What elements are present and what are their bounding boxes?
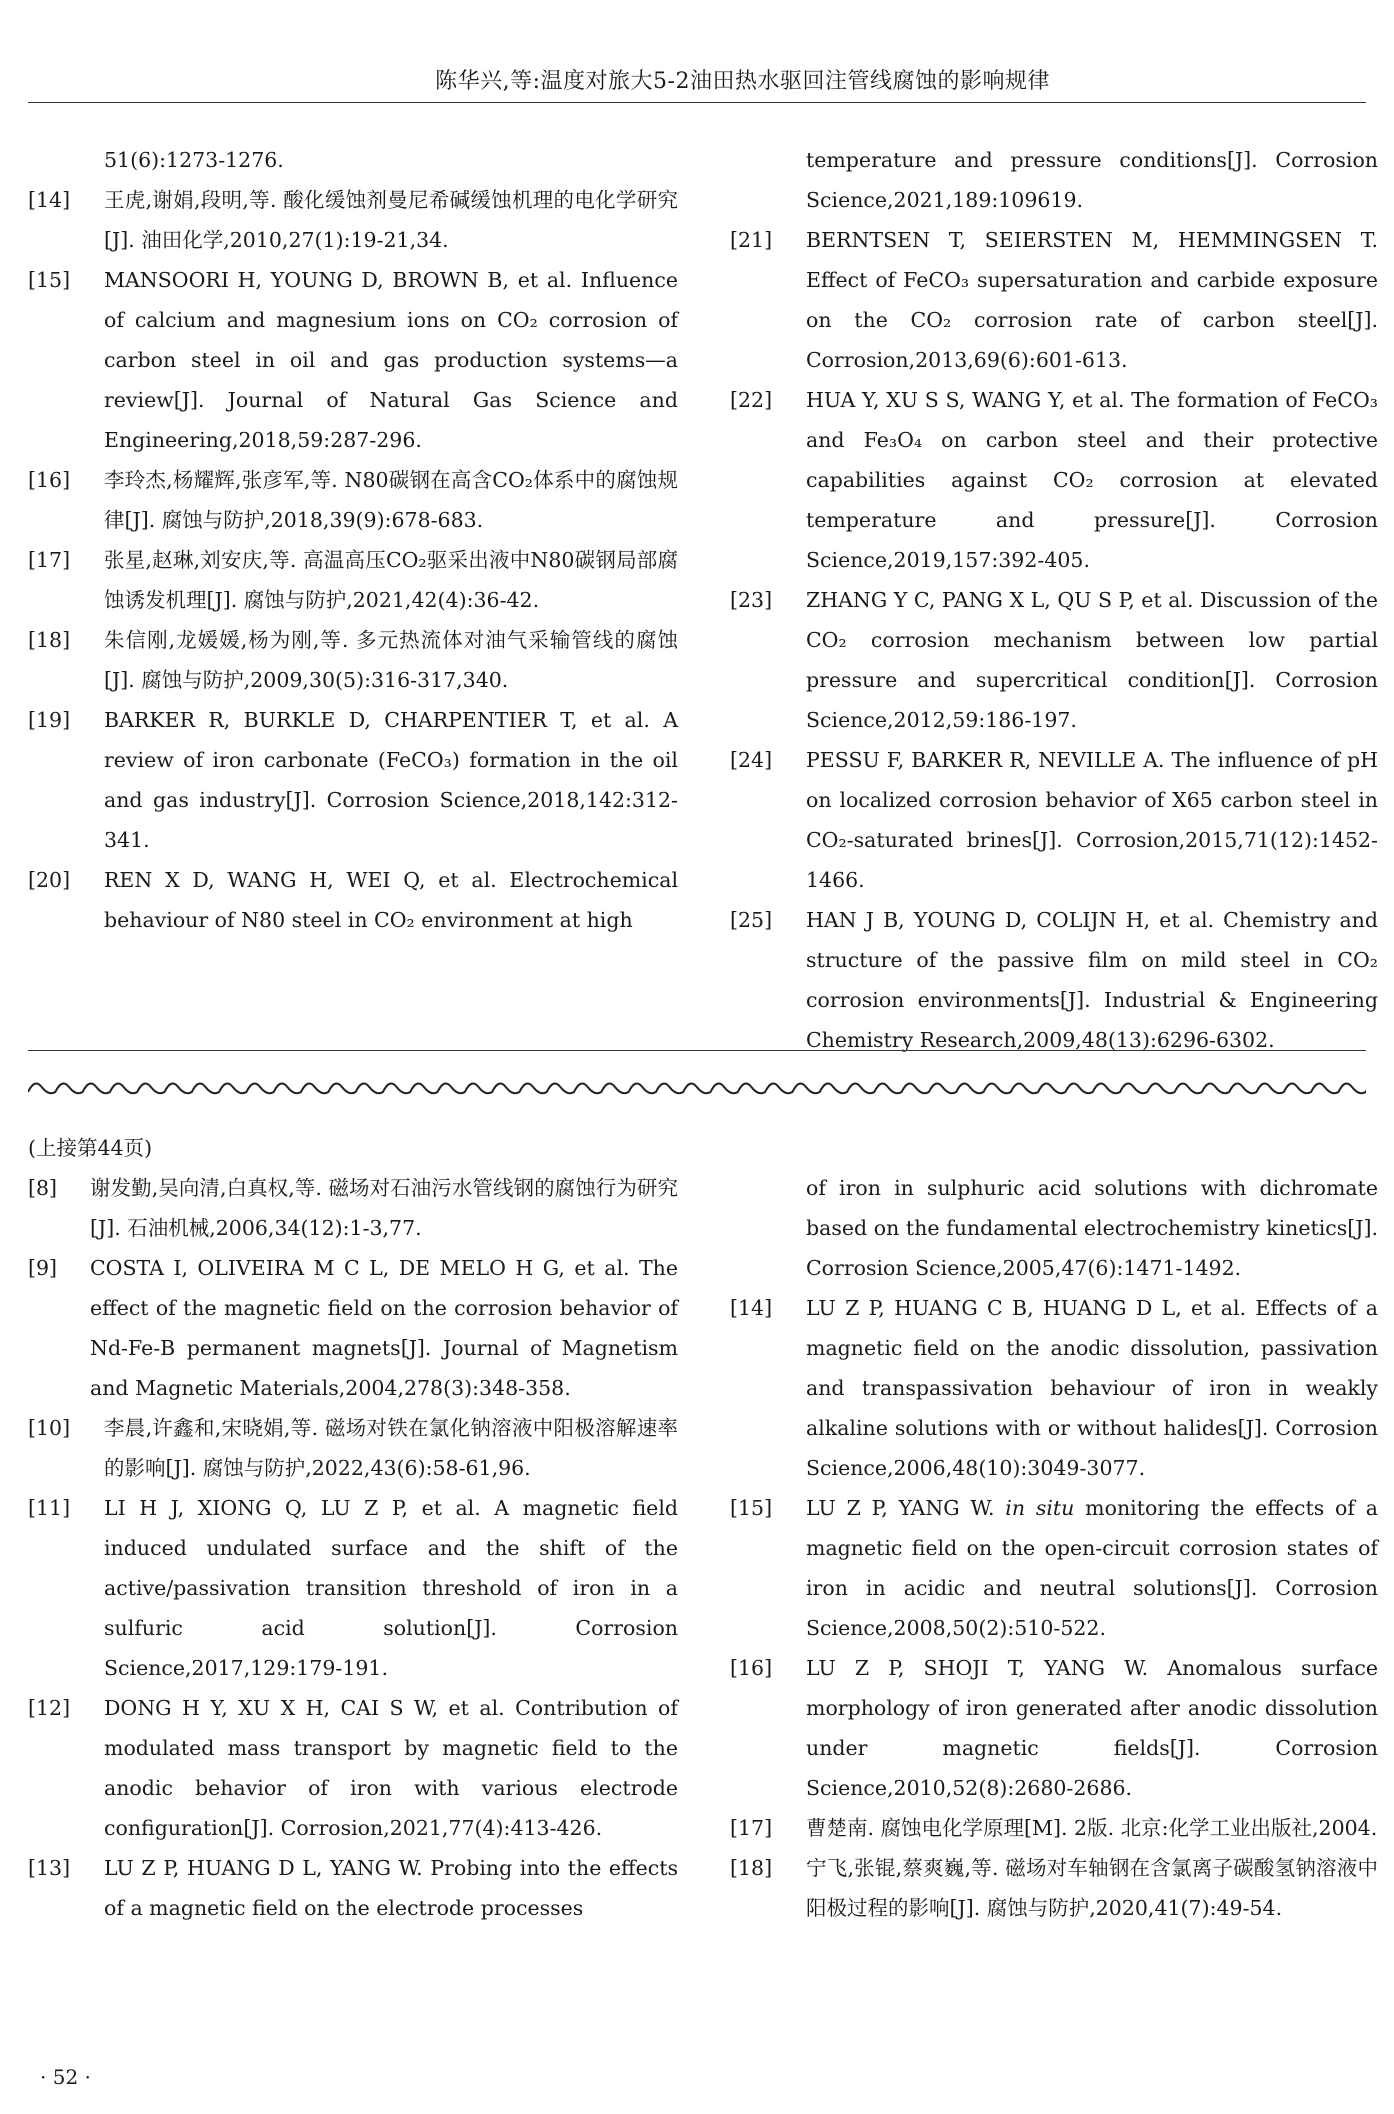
continued-from-note: (上接第44页) [28, 1136, 153, 1160]
reference-text: 李玲杰,杨耀辉,张彦军,等. N80碳钢在高含CO₂体系中的腐蚀规律[J]. 腐蚀与防护,2018,39(9):678-683. [104, 468, 678, 532]
reference-text: LU Z P, SHOJI T, YANG W. Anomalous surface morphology of iron generated after anodic dissolution under magnetic fields[J]. Corrosion Science,2010,52(8):2680-2686. [806, 1656, 1378, 1800]
bottom-right-column [730, 1168, 1378, 1928]
reference-entry [28, 460, 678, 540]
reference-text: HAN J B, YOUNG D, COLIJN H, et al. Chemistry and structure of the passive film on mild steel in CO₂ corrosion environments[J]. Industrial & Engineering Chemistry Research,2009,48(13):6296-6302. [806, 908, 1378, 1052]
top-left-column [28, 140, 678, 940]
reference-number: [24] [730, 748, 773, 772]
reference-entry [28, 700, 678, 860]
reference-entry [28, 1168, 678, 1248]
reference-entry [730, 1488, 1378, 1648]
reference-authors: LU Z P, YANG W. [806, 1496, 1006, 1520]
reference-entry [28, 620, 678, 700]
italic-term: in situ [1005, 1496, 1075, 1520]
reference-entry [730, 1168, 1378, 1288]
section-divider-rule [28, 1050, 1366, 1051]
reference-entry [730, 1288, 1378, 1488]
reference-number: [16] [730, 1656, 773, 1680]
reference-number: [20] [28, 868, 71, 892]
reference-text: COSTA I, OLIVEIRA M C L, DE MELO H G, et al. The effect of the magnetic field on the corrosion behavior of Nd-Fe-B permanent magnets[J]. Journal of Magnetism and Magnetic Materials,2004,278(3):348-358. [90, 1256, 678, 1400]
reference-entry [730, 220, 1378, 380]
reference-number: [18] [730, 1856, 773, 1880]
reference-entry [730, 580, 1378, 740]
reference-number: [17] [730, 1816, 773, 1840]
header-title: 陈华兴,等:温度对旅大5-2油田热水驱回注管线腐蚀的影响规律 [435, 69, 1050, 94]
reference-text [806, 1488, 1378, 1648]
reference-entry [28, 1408, 678, 1488]
reference-entry [28, 1688, 678, 1848]
reference-entry [730, 1848, 1378, 1928]
reference-number: [10] [28, 1416, 71, 1440]
reference-entry [730, 900, 1378, 1060]
reference-text: 张星,赵琳,刘安庆,等. 高温高压CO₂驱采出液中N80碳钢局部腐蚀诱发机理[J]. 腐蚀与防护,2021,42(4):36-42. [104, 548, 678, 612]
reference-entry [730, 380, 1378, 580]
reference-entry [28, 260, 678, 460]
reference-text: BARKER R, BURKLE D, CHARPENTIER T, et al. A review of iron carbonate (FeCO₃) formation in the oil and gas industry[J]. Corrosion Science,2018,142:312-341. [104, 708, 678, 852]
reference-entry [28, 180, 678, 260]
reference-text: 曹楚南. 腐蚀电化学原理[M]. 2版. 北京:化学工业出版社,2004. [806, 1816, 1378, 1840]
reference-text: BERNTSEN T, SEIERSTEN M, HEMMINGSEN T. Effect of FeCO₃ supersaturation and carbide exposure on the CO₂ corrosion rate of carbon steel[J]. Corrosion,2013,69(6):601-613. [806, 228, 1378, 372]
reference-continuation: of iron in sulphuric acid solutions with dichromate based on the fundamental electrochemistry kinetics[J]. Corrosion Science,2005,47(6):1471-1492. [806, 1176, 1378, 1280]
reference-text: 宁飞,张锟,蔡爽巍,等. 磁场对车轴钢在含氯离子碳酸氢钠溶液中阳极过程的影响[J]. 腐蚀与防护,2020,41(7):49-54. [806, 1856, 1378, 1920]
reference-number: [22] [730, 388, 773, 412]
reference-number: [15] [730, 1496, 773, 1520]
reference-number: [13] [28, 1856, 71, 1880]
wave-divider [28, 1076, 1366, 1098]
reference-text: REN X D, WANG H, WEI Q, et al. Electrochemical behaviour of N80 steel in CO₂ environment at high [104, 868, 678, 932]
reference-text: 谢发勤,吴向清,白真权,等. 磁场对石油污水管线钢的腐蚀行为研究[J]. 石油机械,2006,34(12):1-3,77. [90, 1176, 678, 1240]
reference-number: [16] [28, 468, 71, 492]
reference-text: MANSOORI H, YOUNG D, BROWN B, et al. Influence of calcium and magnesium ions on CO₂ corrosion of carbon steel in oil and gas production systems—a review[J]. Journal of Natural Gas Science and Engineering,2018,59:287-296. [104, 268, 678, 452]
bottom-left-column [28, 1128, 678, 1928]
reference-number: [15] [28, 268, 71, 292]
reference-text: LU Z P, HUANG C B, HUANG D L, et al. Effects of a magnetic field on the anodic dissolution, passivation and transpassivation behaviour of iron in weakly alkaline solutions with or without halides[J]. Corrosion Science,2006,48(10):3049-3077. [806, 1296, 1378, 1480]
reference-number: [8] [28, 1176, 58, 1200]
reference-entry [730, 140, 1378, 220]
reference-entry [28, 1248, 678, 1408]
top-right-column [730, 140, 1378, 1060]
reference-entry [28, 1488, 678, 1688]
reference-text: 朱信刚,龙媛媛,杨为刚,等. 多元热流体对油气采输管线的腐蚀[J]. 腐蚀与防护,2009,30(5):316-317,340. [104, 628, 678, 692]
reference-text: ZHANG Y C, PANG X L, QU S P, et al. Discussion of the CO₂ corrosion mechanism between low partial pressure and supercritical condition[J]. Corrosion Science,2012,59:186-197. [806, 588, 1378, 732]
reference-entry [28, 540, 678, 620]
reference-text: DONG H Y, XU X H, CAI S W, et al. Contribution of modulated mass transport by magnetic field to the anodic behavior of iron with various electrode configuration[J]. Corrosion,2021,77(4):413-426. [104, 1696, 678, 1840]
reference-entry [730, 740, 1378, 900]
reference-text: HUA Y, XU S S, WANG Y, et al. The formation of FeCO₃ and Fe₃O₄ on carbon steel and their protective capabilities against CO₂ corrosion at elevated temperature and pressure[J]. Corrosion Science,2019,157:392-405. [806, 388, 1378, 572]
reference-number: [11] [28, 1496, 71, 1520]
reference-number: [19] [28, 708, 71, 732]
reference-number: [23] [730, 588, 773, 612]
page-number: · 52 · [40, 2065, 91, 2089]
reference-text: LU Z P, HUANG D L, YANG W. Probing into the effects of a magnetic field on the electrode processes [104, 1856, 678, 1920]
reference-entry [28, 860, 678, 940]
reference-entry [730, 1808, 1378, 1848]
reference-number: [17] [28, 548, 71, 572]
reference-text: LI H J, XIONG Q, LU Z P, et al. A magnetic field induced undulated surface and the shift of the active/passivation transition threshold of iron in a sulfuric acid solution[J]. Corrosion Science,2017,129:179-191. [104, 1496, 678, 1680]
reference-number: [14] [28, 188, 71, 212]
reference-number: [25] [730, 908, 773, 932]
reference-entry [28, 1848, 678, 1928]
reference-number: [21] [730, 228, 773, 252]
reference-text: 李晨,许鑫和,宋晓娟,等. 磁场对铁在氯化钠溶液中阳极溶解速率的影响[J]. 腐蚀与防护,2022,43(6):58-61,96. [104, 1416, 678, 1480]
running-header [28, 62, 1366, 103]
reference-body: monitoring the effects of a magnetic field on the open-circuit corrosion states of iron in acidic and neutral solutions[J]. Corrosion Science,2008,50(2):510-522. [806, 1496, 1378, 1640]
reference-text: 王虎,谢娟,段明,等. 酸化缓蚀剂曼尼希碱缓蚀机理的电化学研究[J]. 油田化学,2010,27(1):19-21,34. [104, 188, 678, 252]
reference-continuation: temperature and pressure conditions[J]. Corrosion Science,2021,189:109619. [806, 148, 1378, 212]
reference-text: PESSU F, BARKER R, NEVILLE A. The influence of pH on localized corrosion behavior of X65 carbon steel in CO₂-saturated brines[J]. Corrosion,2015,71(12):1452-1466. [806, 748, 1378, 892]
reference-entry [730, 1648, 1378, 1808]
reference-continuation: 51(6):1273-1276. [104, 148, 284, 172]
reference-number: [12] [28, 1696, 71, 1720]
reference-number: [18] [28, 628, 71, 652]
reference-number: [14] [730, 1296, 773, 1320]
reference-number: [9] [28, 1256, 58, 1280]
